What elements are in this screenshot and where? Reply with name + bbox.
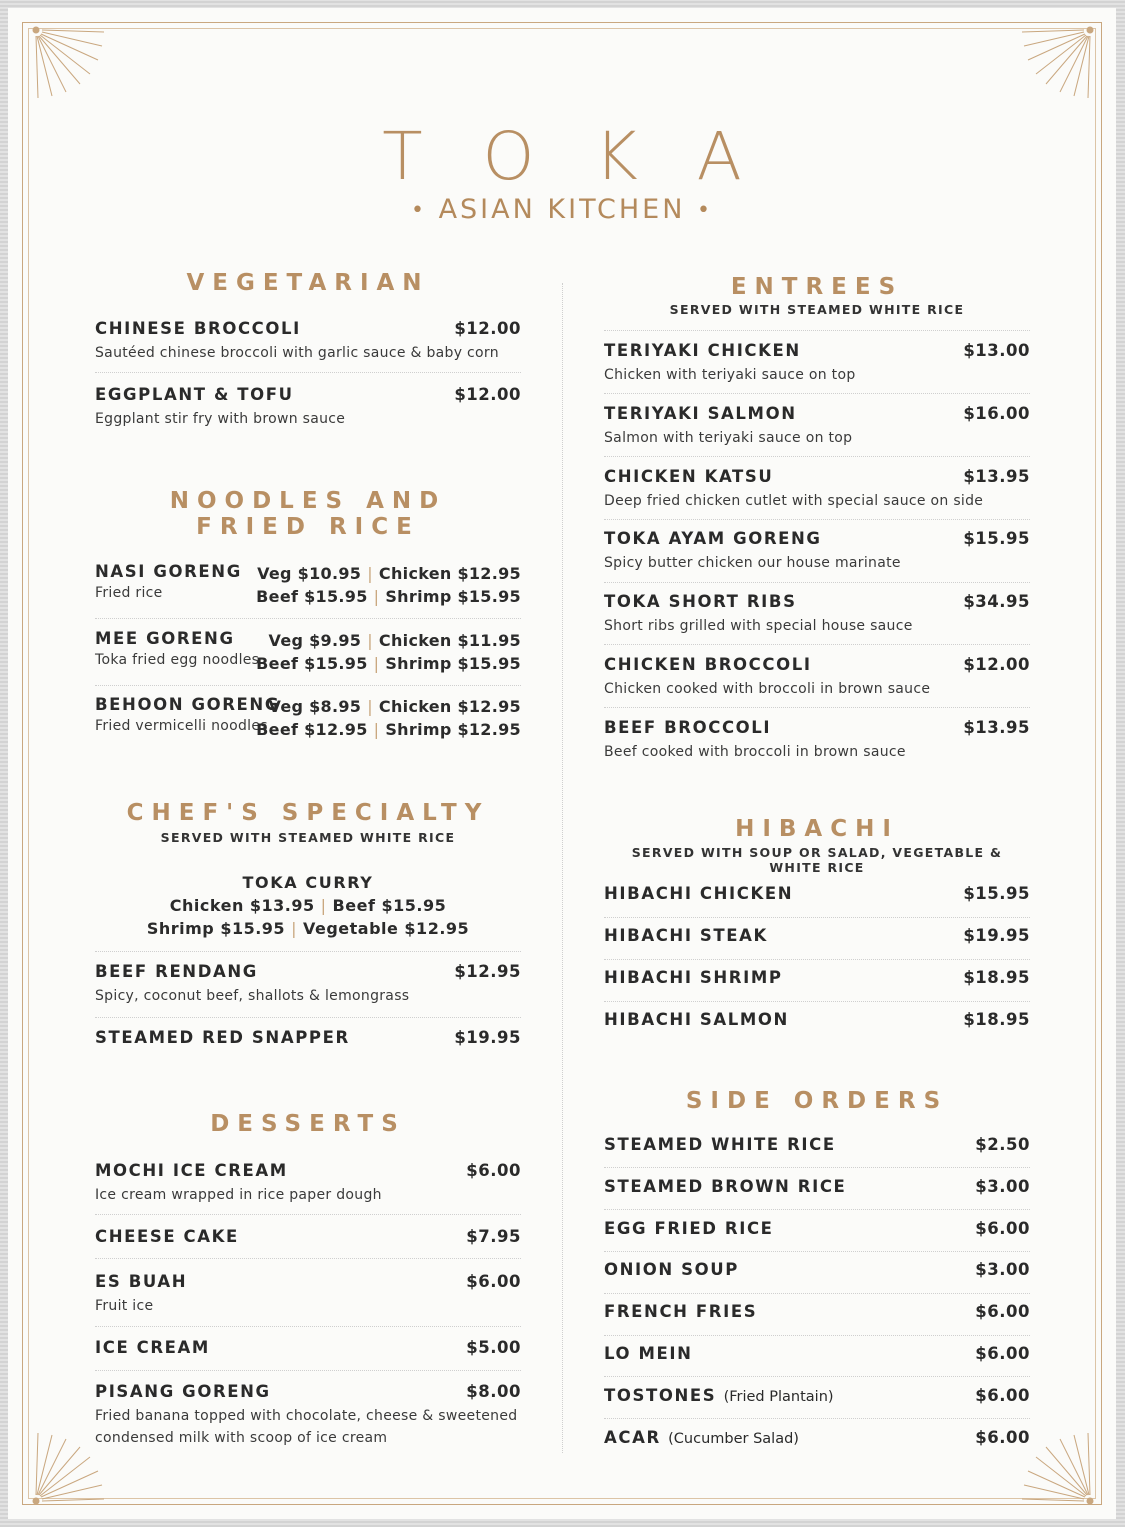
item-separator [604,519,1030,520]
price-option: Beef $15.95 [256,654,368,673]
section-title-line: FRIED RICE [196,514,420,540]
section-subtitle: SERVED WITH STEAMED WHITE RICE [160,830,456,845]
item-separator [604,582,1030,583]
item-name [604,1302,757,1321]
item-separator [604,917,1030,918]
column-divider [562,283,563,1453]
price-option: Chicken $11.95 [378,631,521,650]
item-name: TOKA CURRY [242,873,374,892]
corner-sunburst-icon [24,18,104,98]
item-name-text: ACAR [604,1428,661,1447]
item-description: Fried rice [95,585,163,601]
item-note: (Fried Plantain) [723,1389,834,1405]
item-price: $15.95 [963,884,1030,903]
brand-subtitle: • ASIAN KITCHEN • [411,194,713,225]
item-separator [95,1017,521,1018]
item-price: $6.00 [975,1302,1030,1321]
corner-sunburst-icon [1022,18,1102,98]
item-name: TOKA SHORT RIBS [604,592,797,611]
item-separator [604,1209,1030,1210]
item-price: $5.00 [466,1338,521,1357]
item-description: Fried vermicelli noodles [95,718,268,734]
section-title-chefs-specialty: CHEF'S SPECIALTY [126,800,490,826]
item-price: $3.00 [975,1260,1030,1279]
item-name-text: ONION SOUP [604,1260,739,1279]
price-option: Shrimp $15.95 [146,919,286,938]
item-separator [604,393,1030,394]
item-name-text: LO MEIN [604,1344,693,1363]
section-subtitle: SERVED WITH STEAMED WHITE RICE [669,302,965,317]
item-description [95,1405,517,1449]
item-price: $6.00 [466,1161,521,1180]
item-name: MOCHI ICE CREAM [95,1161,288,1180]
item-name-text: EGG FRIED RICE [604,1219,774,1238]
item-separator [95,618,521,619]
item-price: $3.00 [975,1177,1030,1196]
item-name: ICE CREAM [95,1338,210,1357]
item-name: PISANG GORENG [95,1382,271,1401]
item-note: (Cucumber Salad) [668,1431,799,1447]
item-description: Chicken with teriyaki sauce on top [604,367,856,383]
corner-sunburst-icon [24,1433,104,1513]
item-description: Toka fried egg noodles [95,652,260,668]
section-title-vegetarian: VEGETARIAN [186,270,430,296]
price-option: Chicken $13.95 [169,896,315,915]
price-option: Shrimp $15.95 [385,587,521,606]
item-separator [95,1326,521,1327]
section-title-desserts: DESSERTS [210,1111,406,1137]
item-price: $18.95 [963,968,1030,987]
item-name [604,1344,693,1363]
price-option: Veg $8.95 [268,697,362,716]
item-price: $13.95 [963,467,1030,486]
price-option: Vegetable $12.95 [302,919,470,938]
item-price: $12.95 [454,962,521,981]
item-name: CHICKEN BROCCOLI [604,655,812,674]
price-option: Beef $15.95 [332,896,447,915]
item-price: $16.00 [963,404,1030,423]
corner-sunburst-icon [1022,1433,1102,1513]
item-name: ES BUAH [95,1272,188,1291]
item-description: Sautéed chinese broccoli with garlic sauce & baby corn [95,345,499,361]
item-description: Ice cream wrapped in rice paper dough [95,1187,382,1203]
item-price: $15.95 [963,529,1030,548]
item-separator [95,372,521,373]
item-price: $8.00 [466,1382,521,1401]
item-name-text: STEAMED WHITE RICE [604,1135,836,1154]
item-name: CHINESE BROCCOLI [95,319,301,338]
item-separator [604,1335,1030,1336]
item-separator [95,1214,521,1215]
item-separator [95,951,521,952]
right-column [604,8,1030,1519]
section-title-entrees: ENTREES [730,274,904,300]
item-description: Deep fried chicken cutlet with special sauce on side [604,493,984,509]
price-option: Chicken $12.95 [378,564,521,583]
section-title-side-orders: SIDE ORDERS [685,1088,949,1114]
item-separator [604,1251,1030,1252]
item-name [604,1428,799,1447]
item-separator [95,1370,521,1371]
item-name: MEE GORENG [95,629,235,648]
price-option: Beef $15.95 [256,587,368,606]
item-price: $34.95 [963,592,1030,611]
item-name: EGGPLANT & TOFU [95,385,294,404]
toka-curry-block: TOKA CURRY Chicken $13.95 | Beef $15.95 Shrimp $15.95 | Vegetable $12.95 [95,871,521,940]
price-option: Shrimp $15.95 [385,654,521,673]
item-price: $6.00 [975,1344,1030,1363]
item-separator [604,644,1030,645]
item-price: $12.00 [454,319,521,338]
item-description: Salmon with teriyaki sauce on top [604,430,853,446]
item-name: TERIYAKI CHICKEN [604,341,801,360]
item-name: STEAMED RED SNAPPER [95,1028,350,1047]
item-description: Eggplant stir fry with brown sauce [95,411,346,427]
item-name [604,1260,739,1279]
item-name: HIBACHI SALMON [604,1010,789,1029]
item-description: Spicy butter chicken our house marinate [604,555,901,571]
section-subtitle: SERVED WITH SOUP OR SALAD, VEGETABLE & WHITE RICE [631,845,1003,875]
item-price: $12.00 [963,655,1030,674]
item-price: $6.00 [466,1272,521,1291]
item-name [604,1177,846,1196]
item-description: Short ribs grilled with special house sauce [604,618,913,634]
item-name: HIBACHI CHICKEN [604,884,794,903]
item-name: CHICKEN KATSU [604,467,774,486]
item-name: TOKA AYAM GORENG [604,529,822,548]
item-separator [95,1258,521,1259]
brand-subtitle-text: ASIAN KITCHEN [438,194,686,225]
item-description: Chicken cooked with broccoli in brown sauce [604,681,931,697]
item-price: $6.00 [975,1386,1030,1405]
item-name: CHEESE CAKE [95,1227,239,1246]
item-separator [604,1376,1030,1377]
item-prices: Veg $8.95 | Chicken $12.95 Beef $12.95 | Shrimp $12.95 [256,697,521,739]
price-option: Chicken $12.95 [378,697,521,716]
item-name: BEHOON GORENG [95,695,280,714]
price-option: Veg $10.95 [257,564,362,583]
item-price: $12.00 [454,385,521,404]
item-separator [604,707,1030,708]
section-title-hibachi: HIBACHI [735,816,899,842]
brand-logo: TOKA [382,118,802,195]
item-name: BEEF BROCCOLI [604,718,772,737]
description-line: Fried banana topped with chocolate, cheese & sweetened [95,1408,518,1424]
item-price: $19.95 [454,1028,521,1047]
item-name: HIBACHI SHRIMP [604,968,783,987]
item-separator [604,456,1030,457]
item-name-text: STEAMED BROWN RICE [604,1177,847,1196]
item-name [604,1135,836,1154]
item-description: Beef cooked with broccoli in brown sauce [604,744,906,760]
item-description: Spicy, coconut beef, shallots & lemongrass [95,988,410,1004]
item-separator [604,1418,1030,1419]
item-separator [604,1167,1030,1168]
item-separator [95,685,521,686]
section-title-line: NOODLES AND [169,488,447,514]
item-name [604,1386,834,1405]
item-prices: Veg $9.95 | Chicken $11.95 Beef $15.95 | Shrimp $15.95 [256,631,521,673]
item-name: BEEF RENDANG [95,962,258,981]
item-separator [604,330,1030,331]
item-price: $2.50 [975,1135,1030,1154]
item-name [604,1219,774,1238]
item-name: HIBACHI STEAK [604,926,768,945]
item-name-text: TOSTONES [604,1386,717,1405]
item-name: NASI GORENG [95,562,242,581]
price-option: Shrimp $12.95 [385,720,521,739]
section-title-noodles [95,488,521,540]
item-price: $13.95 [963,718,1030,737]
price-option: Beef $12.95 [256,720,368,739]
item-name: TERIYAKI SALMON [604,404,797,423]
item-price: $18.95 [963,1010,1030,1029]
item-price: $13.00 [963,341,1030,360]
item-price: $6.00 [975,1428,1030,1447]
item-separator [604,1293,1030,1294]
description-line: condensed milk with scoop of ice cream [95,1430,388,1446]
item-description: Fruit ice [95,1298,154,1314]
price-option: Veg $9.95 [268,631,362,650]
item-separator [604,1001,1030,1002]
left-column [95,8,521,1519]
item-separator [604,959,1030,960]
menu-page [8,8,1116,1519]
item-price: $7.95 [466,1227,521,1246]
item-prices: Veg $10.95 | Chicken $12.95 Beef $15.95 | Shrimp $15.95 [256,564,521,606]
item-name-text: FRENCH FRIES [604,1302,758,1321]
item-price: $19.95 [963,926,1030,945]
item-price: $6.00 [975,1219,1030,1238]
